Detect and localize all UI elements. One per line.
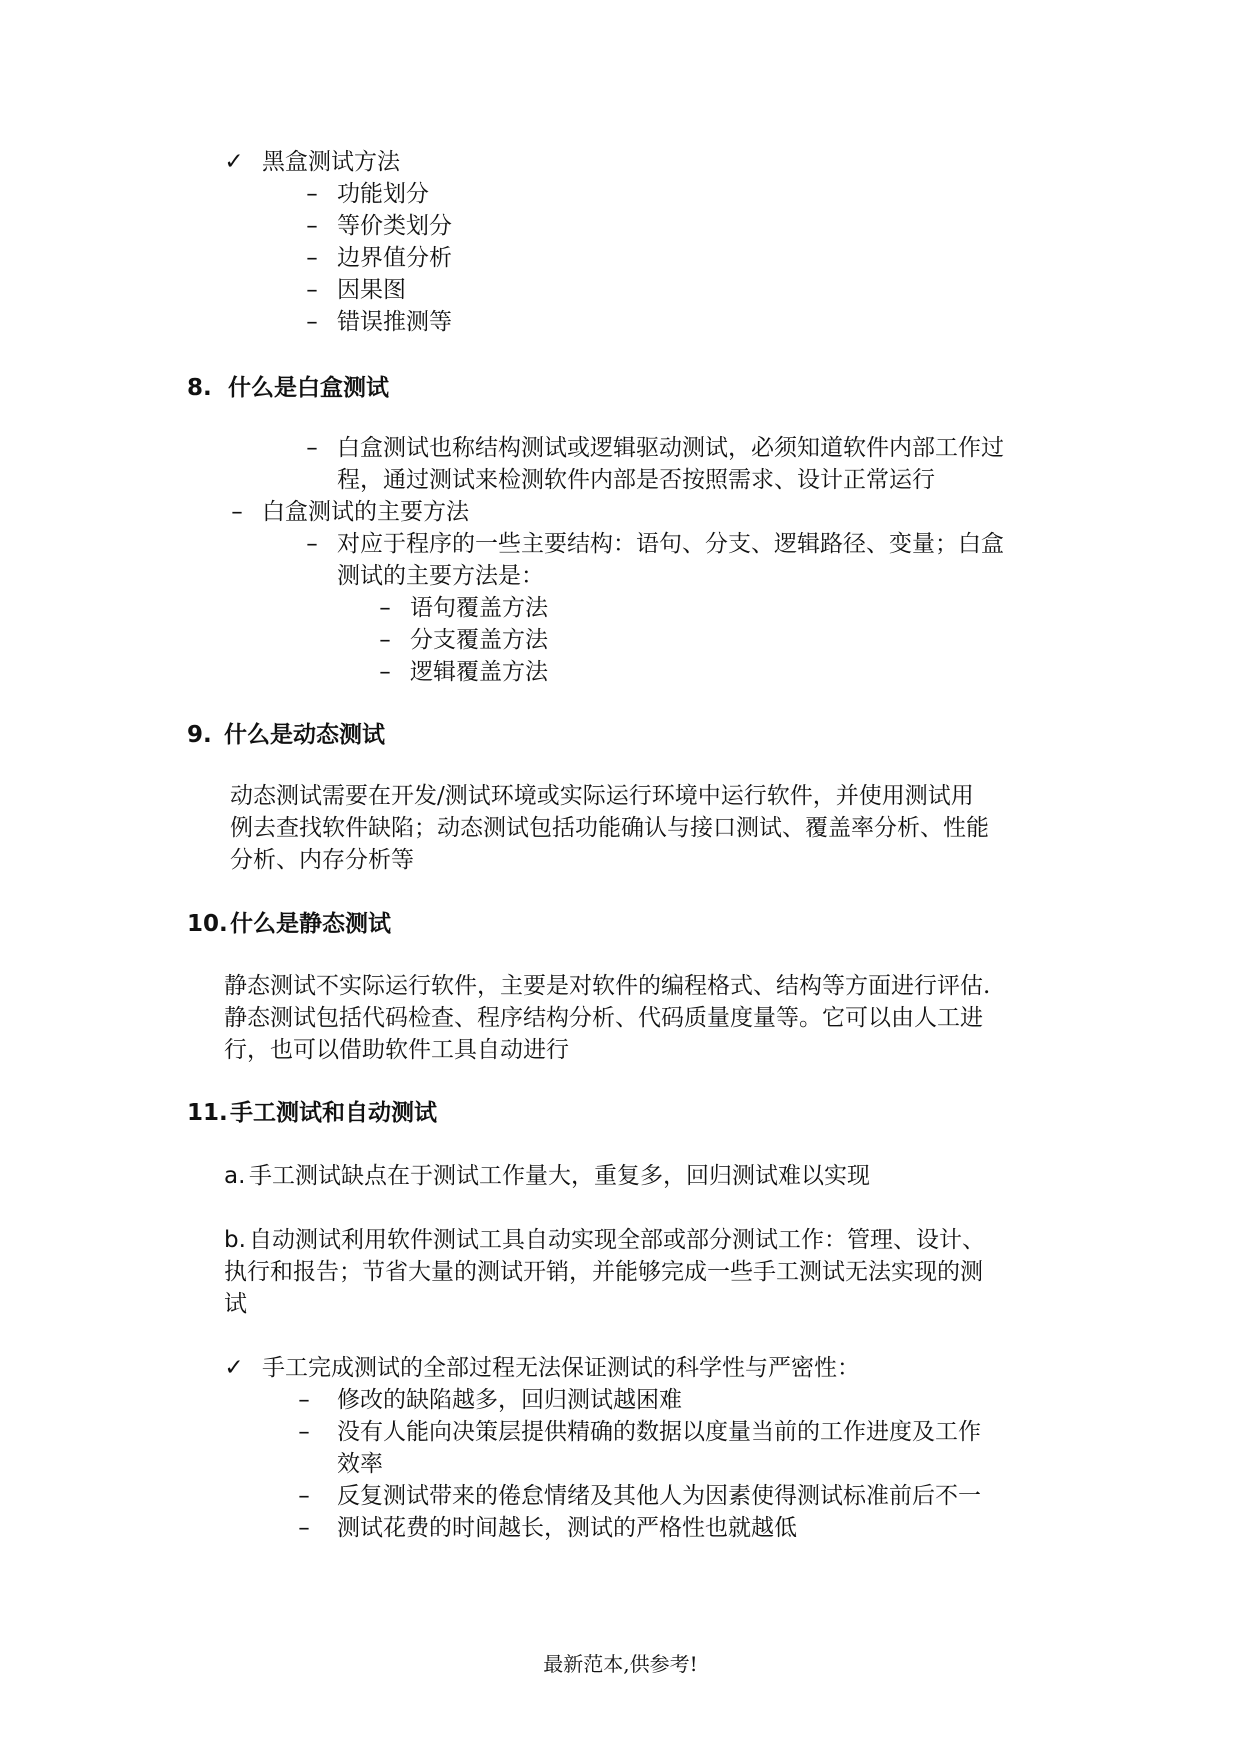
check-icon: ✓ [224, 149, 244, 175]
q9-text-line3: 分析、内存分析等 [230, 847, 414, 873]
blackbox-title: 黑盒测试方法 [262, 149, 400, 175]
blackbox-item: 等价类划分 [337, 213, 452, 239]
blackbox-item: 边界值分析 [337, 245, 452, 271]
q8-method: 语句覆盖方法 [410, 595, 548, 621]
q8-method: 分支覆盖方法 [410, 627, 548, 653]
dash-icon: – [298, 1419, 310, 1445]
q11-manual-item: 反复测试带来的倦怠情绪及其他人为因素使得测试标准前后不一 [337, 1483, 981, 1509]
dash-icon: – [306, 531, 318, 557]
dash-icon: – [379, 627, 391, 653]
q8-methods-title: 白盒测试的主要方法 [262, 499, 469, 525]
q11-title: 手工测试和自动测试 [230, 1099, 437, 1126]
dash-icon: – [298, 1483, 310, 1509]
q11-b-text-line2: 执行和报告；节省大量的测试开销，并能够完成一些手工测试无法实现的测 [224, 1259, 983, 1285]
q8-description-line2: 测试的主要方法是： [337, 563, 544, 589]
dash-icon: – [306, 309, 318, 335]
q11-manual-title: 手工完成测试的全部过程无法保证测试的科学性与严密性： [262, 1355, 860, 1381]
dash-icon: – [306, 213, 318, 239]
q8-definition-line1: 白盒测试也称结构测试或逻辑驱动测试，必须知道软件内部工作过 [337, 435, 1004, 461]
blackbox-item: 错误推测等 [337, 309, 452, 335]
dash-icon: – [306, 435, 318, 461]
dash-icon: – [379, 595, 391, 621]
q11-b-text-line1: 自动测试利用软件测试工具自动实现全部或部分测试工作：管理、设计、 [249, 1227, 985, 1253]
q9-number: 9. [187, 722, 212, 748]
dash-icon: – [306, 245, 318, 271]
dash-icon: – [298, 1387, 310, 1413]
dash-icon: – [306, 277, 318, 303]
dash-icon: – [298, 1515, 310, 1541]
q9-text-line1: 动态测试需要在开发/测试环境或实际运行环境中运行软件，并使用测试用 [230, 783, 974, 809]
q10-title: 什么是静态测试 [230, 910, 391, 937]
q11-manual-item: 测试花费的时间越长，测试的严格性也就越低 [337, 1515, 797, 1541]
page-footer: 最新范本,供参考! [543, 1652, 698, 1676]
q8-method: 逻辑覆盖方法 [410, 659, 548, 685]
q8-definition-line2: 程，通过测试来检测软件内部是否按照需求、设计正常运行 [337, 467, 935, 493]
q11-b-prefix: b. [224, 1227, 246, 1253]
q11-b-text-line3: 试 [224, 1291, 247, 1317]
q8-description-line1: 对应于程序的一些主要结构：语句、分支、逻辑路径、变量；白盒 [337, 531, 1004, 557]
blackbox-item: 功能划分 [337, 181, 429, 207]
q10-text-line2: 静态测试包括代码检查、程序结构分析、代码质量度量等。它可以由人工进 [224, 1005, 983, 1031]
q11-manual-item: 修改的缺陷越多，回归测试越困难 [337, 1387, 682, 1413]
check-icon: ✓ [224, 1355, 244, 1381]
q11-a-text: 手工测试缺点在于测试工作量大，重复多，回归测试难以实现 [249, 1163, 870, 1189]
dash-icon: – [306, 181, 318, 207]
dash-icon: – [231, 499, 243, 525]
q10-number: 10. [187, 911, 228, 937]
q11-a-prefix: a. [224, 1163, 246, 1189]
q10-text-line1: 静态测试不实际运行软件，主要是对软件的编程格式、结构等方面进行评估. [224, 973, 991, 999]
q9-title: 什么是动态测试 [224, 721, 385, 748]
q8-number: 8. [187, 375, 212, 401]
q8-title: 什么是白盒测试 [228, 374, 389, 401]
q11-number: 11. [187, 1100, 228, 1126]
dash-icon: – [379, 659, 391, 685]
q11-manual-item-line1: 没有人能向决策层提供精确的数据以度量当前的工作进度及工作 [337, 1419, 981, 1445]
q11-manual-item-line2: 效率 [337, 1451, 383, 1477]
q9-text-line2: 例去查找软件缺陷；动态测试包括功能确认与接口测试、覆盖率分析、性能 [230, 815, 989, 841]
q10-text-line3: 行，也可以借助软件工具自动进行 [224, 1037, 569, 1063]
blackbox-item: 因果图 [337, 277, 406, 303]
